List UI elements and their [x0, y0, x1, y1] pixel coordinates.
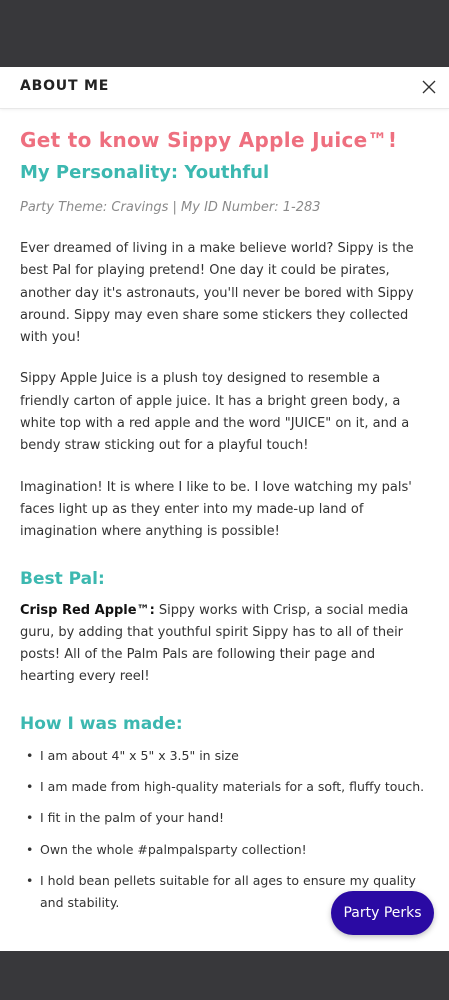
- list-item: • I fit in the palm of your hand!: [20, 807, 429, 829]
- modal-content[interactable]: [0, 109, 449, 999]
- description-paragraph: Ever dreamed of living in a make believe world? Sippy is the best Pal for playing pretend! One day it could be pirates, another day it's astronauts, you'll never be bored with Sippy around. Sippy may even share some stickers they collected with you!: [20, 241, 414, 346]
- list-item: • Own the whole #palmpalsparty collection!: [20, 839, 429, 861]
- modal-title: ABOUT ME: [20, 78, 110, 94]
- best-pal-name: Crisp Red Apple™:: [20, 602, 155, 618]
- personality-heading: My Personality: Youthful: [20, 162, 270, 183]
- about-me-modal: [0, 67, 449, 951]
- how-made-list: [20, 745, 429, 915]
- best-pal-paragraph: [20, 600, 429, 689]
- description-paragraph: Imagination! It is where I like to be. I love watching my pals' faces light up as they enter into my made-up land of imagination where anything is possible!: [20, 479, 412, 540]
- backdrop-bottom: [0, 951, 449, 1000]
- backdrop-top: [0, 0, 449, 67]
- party-theme-meta: Party Theme: Cravings | My ID Number: 1-283: [20, 200, 321, 215]
- modal-header: [0, 67, 449, 109]
- best-pal-heading: Best Pal:: [20, 568, 105, 589]
- list-item: • I am made from high-quality materials for a soft, fluffy touch.: [20, 776, 429, 798]
- close-button[interactable]: [421, 79, 437, 95]
- how-made-heading: How I was made:: [20, 713, 183, 734]
- close-icon: [421, 79, 437, 95]
- list-item: • I am about 4" x 5" x 3.5" in size: [20, 745, 429, 767]
- description-paragraph: Sippy Apple Juice is a plush toy designed to resemble a friendly carton of apple juice. It has a bright green body, a white top with a red apple and the word "JUICE" on it, and a bendy straw sticking out for a playful touch!: [20, 371, 410, 454]
- list-item: • I hold bean pellets suitable for all ages to ensure my quality and stability.: [20, 870, 429, 915]
- best-pal-text: Sippy works with Crisp, a social media guru, by adding that youthful spirit Sippy has to all of their posts! All of the Palm Pals are following their page and hearting every reel!: [20, 602, 409, 685]
- page-title: Get to know Sippy Apple Juice™!: [20, 128, 398, 152]
- party-perks-button[interactable]: Party Perks: [331, 891, 434, 935]
